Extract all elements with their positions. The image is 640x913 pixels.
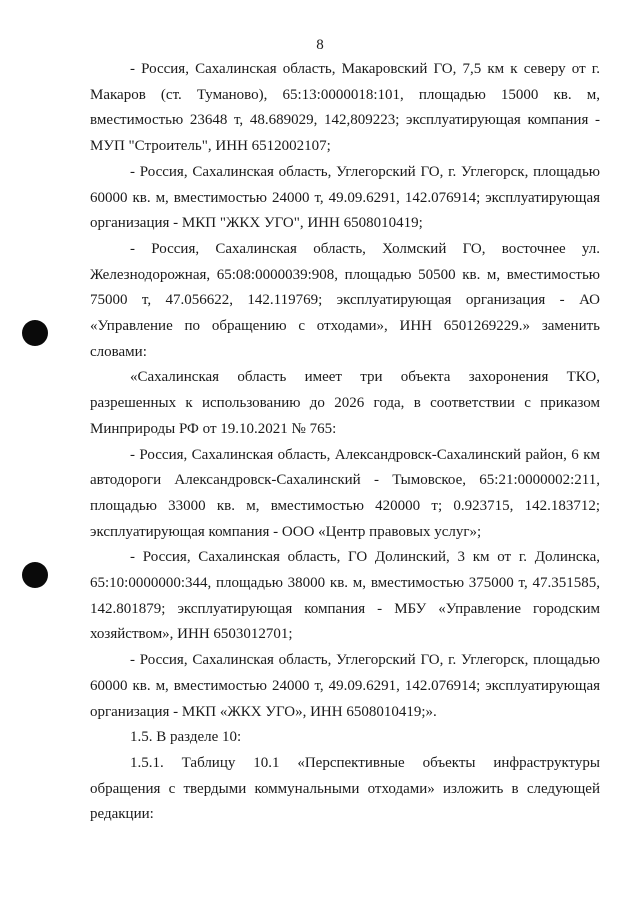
page-number: 8	[316, 37, 324, 53]
paragraph-table-10-1: 1.5.1. Таблицу 10.1 «Перспективные объекты инфраструктуры обращения с твердыми коммунальными отходами» изложить в следующей редакции:	[90, 754, 600, 823]
paragraph-makarovsky: - Россия, Сахалинская область, Макаровский ГО, 7,5 км к северу от г. Макаров (ст. Туманово), 65:13:0000018:101, площадью 15000 кв. м, вместимостью 23648 т, 48.689029, 142,809223; эксплуатирующая компания - МУП "Строитель", ИНН 6512002107;	[90, 61, 600, 155]
paragraph-uglegorsky-old: - Россия, Сахалинская область, Углегорский ГО, г. Углегорск, площадью 60000 кв. м, вместимостью 24000 т, 49.09.6291, 142.076914; эксплуатирующая организация - МКП "ЖКХ УГО", ИНН 6508010419;	[90, 163, 600, 232]
document-body	[90, 57, 600, 828]
paragraph-sakhalin-intro: «Сахалинская область имеет три объекта захоронения ТКО, разрешенных к использованию до 2026 года, в соответствии с приказом Минприроды РФ от 19.10.2021 № 765:	[90, 369, 600, 437]
paragraph-aleksandrovsk: - Россия, Сахалинская область, Александровск-Сахалинский район, 6 км автодороги Александровск-Сахалинский - Тымовское, 65:21:0000002:211, площадью 33000 кв. м, вместимостью 420000 т; 0.923715, 142.183712; эксплуатирующая компания - ООО «Центр правовых услуг»;	[90, 446, 600, 540]
paragraph-section-10: 1.5. В разделе 10:	[130, 729, 242, 746]
paragraph-kholmsky: - Россия, Сахалинская область, Холмский ГО, восточнее ул. Железнодорожная, 65:08:0000039:908, площадью 50500 кв. м, вместимостью 75000 т, 47.056622, 142.119769; эксплуатирующая организация - АО «Управление по обращению с отходами», ИНН 6501269229.» заменить словами:	[90, 240, 600, 360]
paragraph-dolinsky: - Россия, Сахалинская область, ГО Долинский, 3 км от г. Долинска, 65:10:0000000:344, площадью 38000 кв. м, вместимостью 375000 т, 47.351585, 142.801879; эксплуатирующая компания - МБУ «Управление городским хозяйством», ИНН 6503012701;	[90, 549, 600, 643]
punch-hole-top	[22, 320, 48, 346]
paragraph-uglegorsky-new: - Россия, Сахалинская область, Углегорский ГО, г. Углегорск, площадью 60000 кв. м, вместимостью 24000 т, 49.09.6291, 142.076914; эксплуатирующая организация - МКП «ЖКХ УГО», ИНН 6508010419;».	[90, 652, 600, 720]
punch-hole-bottom	[22, 562, 48, 588]
